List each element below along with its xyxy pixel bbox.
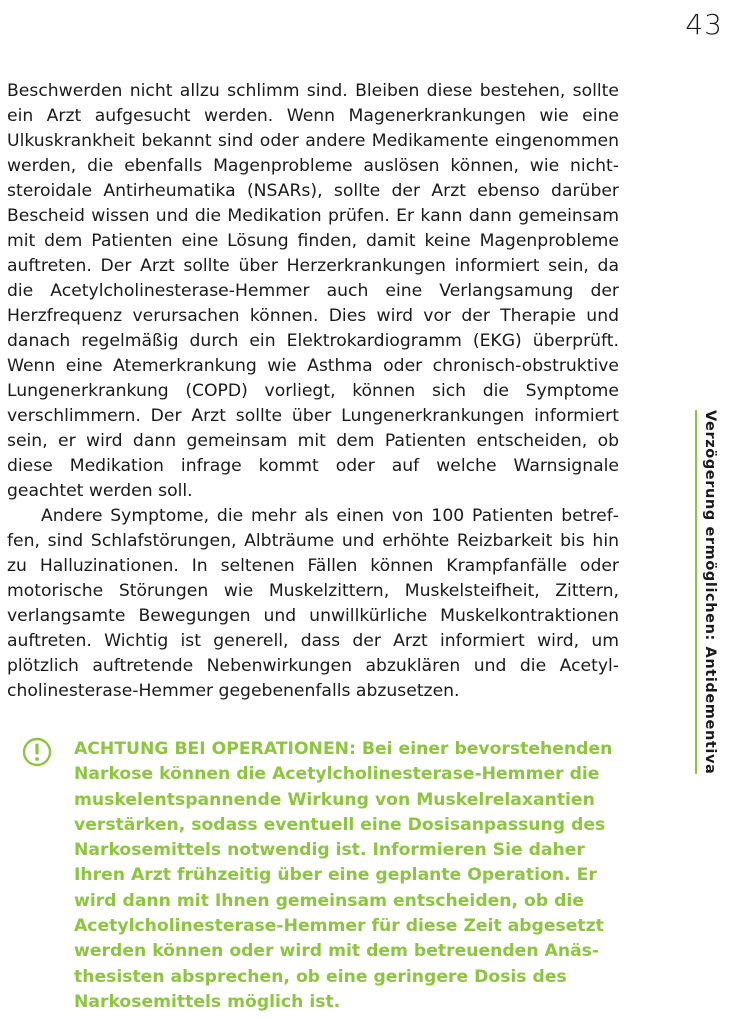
running-title [695, 410, 721, 780]
body-text [7, 79, 619, 704]
operation-warning-text: ACHTUNG BEI OPERATIONEN: Bei einer bevorstehenden Narkose können die Acetylcholinesterase-Hemmer die muskelentspannende Wirkung von Muskelrelaxantien verstärken, sodass eventuell eine Dosisanpassung des Narkosemittels notwendig ist. Informieren Sie daher Ihren Arzt frühzeitig über eine geplante Operation. Er wird dann mit Ihnen gemeinsam entscheiden, ob die Acetylcholinesterase-Hemmer für diese Zeit abgesetzt werden können oder wird mit dem betreuenden Anästhesisten absprechen, ob eine geringere Dosis des Narkosemittels möglich ist. [74, 739, 613, 1012]
running-title-text: Verzögerung ermöglichen: Antidementiva [695, 410, 720, 774]
paragraph-2: Andere Symptome, die mehr als einen von 100 Patienten betreffen, sind Schlafstörungen, Albträume und erhöhte Reizbarkeit bis hin zu Halluzinationen. In seltenen Fällen können Krampfanfälle oder motorische Störungen wie Muskelzittern, Muskelsteifheit, Zittern, verlangsamte Bewegungen und unwillkürliche Muskelkontraktionen auftreten. Wichtig ist generell, dass der Arzt informiert wird, um plötzlich auftretende Nebenwirkungen abzuklären und die Acetylcholinesterase-Hemmer gegebenenfalls abzusetzen. [7, 506, 619, 701]
exclamation-circle-icon [22, 737, 52, 767]
paragraph-1: Beschwerden nicht allzu schlimm sind. Bleiben diese bestehen, sollte ein Arzt aufgesucht werden. Wenn Magenerkrankungen wie eine Ulkuskrankheit bekannt sind oder andere Medikamente eingenommen werden, die ebenfalls Magenprobleme auslösen können, wie nicht-steroidale Antirheumatika (NSARs), sollte der Arzt ebenso darüber Bescheid wissen und die Medikation prüfen. Er kann dann gemeinsam mit dem Patienten eine Lösung finden, damit keine Magenprobleme auftreten. Der Arzt sollte über Herzerkrankungen informiert sein, da die Acetylcholinesterase-Hemmer auch eine Verlangsamung der Herzfrequenz verursachen können. Dies wird vor der Therapie und danach regelmäßig durch ein Elektrokardiogramm (EKG) überprüft. Wenn eine Atemerkrankung wie Asthma oder chronisch-obstruktive Lungenerkrankung (COPD) vorliegt, können sich die Symptome verschlimmern. Der Arzt sollte über Lungenerkrankungen informiert sein, er wird dann gemeinsam mit dem Patienten entscheiden, ob diese Medikation infrage kommt oder auf welche Warnsignale geachtet werden soll. [7, 81, 619, 501]
page-number: 43 [685, 8, 723, 41]
operation-warning-box [22, 737, 628, 1015]
